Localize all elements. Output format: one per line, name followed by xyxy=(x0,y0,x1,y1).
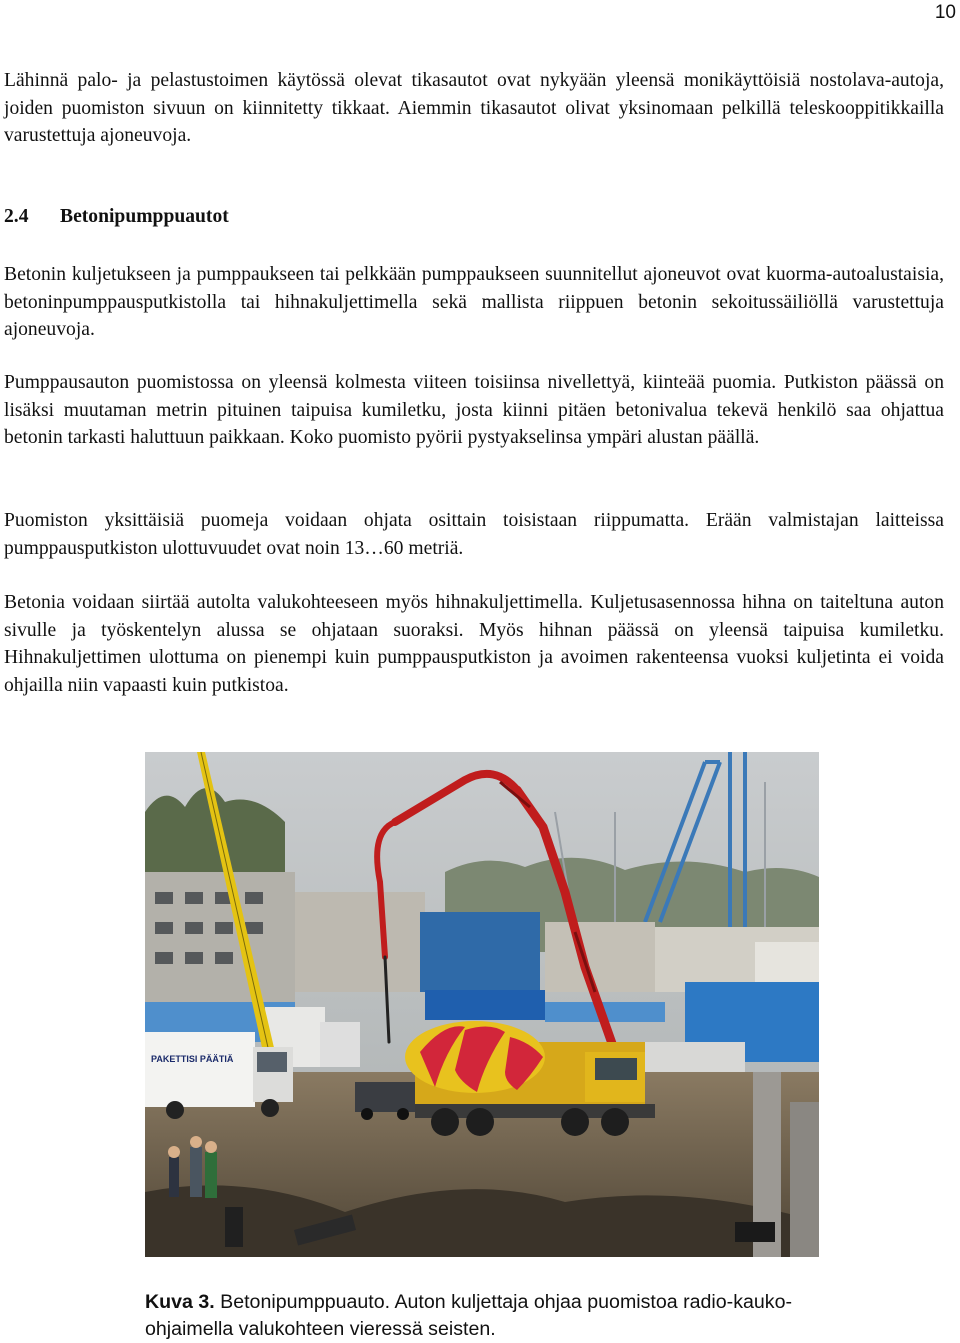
page-number: 10 xyxy=(934,2,956,23)
caption-text: Betonipumppuauto. Auton kuljettaja ohjaa puomistoa radio-kauko-ohjaimella valukohteen vieressä seisten. xyxy=(145,1291,793,1340)
section-title: Betonipumppuautot xyxy=(60,206,229,227)
paragraph-4: Betonia voidaan siirtää autolta valukohteeseen myös hihnakuljettimella. Kuljetusasennossa hihna on taiteltuna auton sivulle ja työskentelyn alussa se ohjataan suoraksi. Myös hihnan päässä on yleensä taipuisa kumiletku. Hihnakuljettimen ulottuma on pienempi kuin pumppausputkiston ja avoimen rakenteensa vuoksi kuljetinta ei voida ohjailla niin vapaasti kuin putkistoa. xyxy=(4,592,944,696)
caption-label: Kuva 3. xyxy=(145,1291,215,1313)
concrete-pump-truck-photo xyxy=(145,752,819,1257)
paragraph-3: Puomiston yksittäisiä puomeja voidaan ohjata osittain toisistaan riippumatta. Erään valmistajan laitteissa pumppausputkiston ulottuvuudet ovat noin 13…60 metriä. xyxy=(4,510,944,559)
truck-side-text: PAKETTISI PÄÄTIÄ xyxy=(151,1054,234,1064)
figure-caption xyxy=(145,1289,825,1343)
intro-paragraph: Lähinnä palo- ja pelastustoimen käytössä olevat tikasautot ovat nykyään yleensä monikäyttöisiä nostolava-autoja, joiden puomiston sivuun on kiinnitetty tikkaat. Aiemmin tikasautot olivat yksinomaan pelkillä teleskooppitikkailla varustettuja ajoneuvoja. xyxy=(4,70,944,147)
paragraph-2: Pumppausauton puomistossa on yleensä kolmesta viiteen toisiinsa nivellettyä, kiinteää puomia. Putkiston päässä on lisäksi muutaman metrin pituinen taipuisa kumiletku, josta kiinni pitäen betonivalua tekevä henkilö saa ohjattua betonin tarkasti haluttuun paikkaan. Koko puomisto pyörii pystyakselinsa ympäri alustan päällä. xyxy=(4,372,944,449)
section-heading xyxy=(4,206,229,228)
paragraph-1: Betonin kuljetukseen ja pumppaukseen tai pelkkään pumppaukseen suunnitellut ajoneuvot ovat kuorma-autoalustaisia, betoninpumppausputkistolla tai hihnakuljettimella sekä mallista riippuen betonin sekoitussäiliöllä varustettuja ajoneuvoja. xyxy=(4,264,944,341)
section-number: 2.4 xyxy=(4,206,29,227)
